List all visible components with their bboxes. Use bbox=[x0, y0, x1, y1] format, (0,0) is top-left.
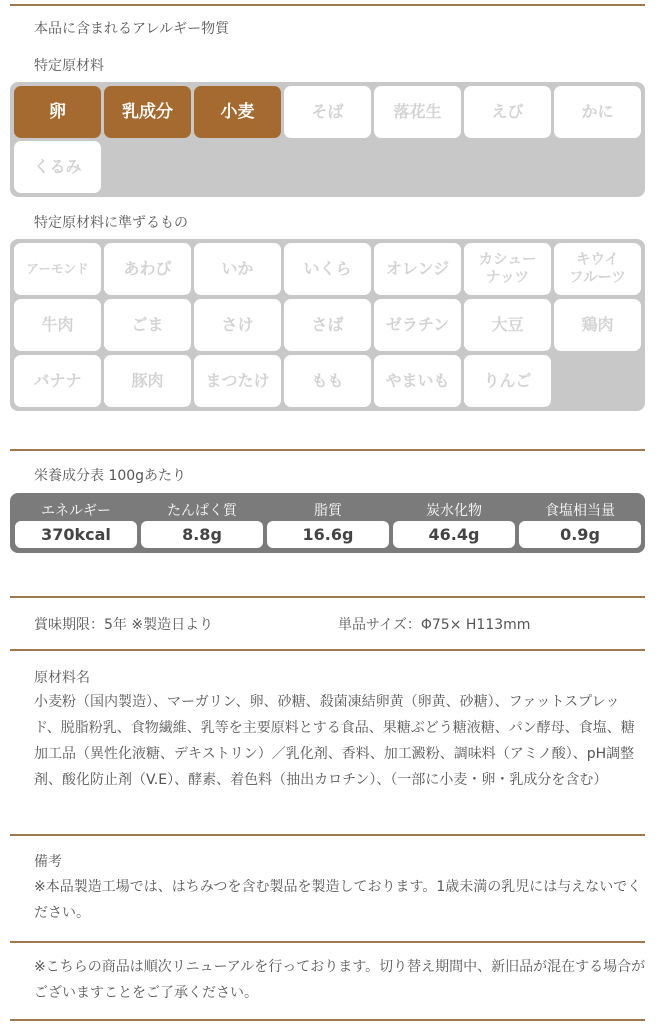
section-rule bbox=[10, 941, 645, 943]
specific-chip: くるみ bbox=[14, 141, 101, 193]
nutrition-name: エネルギー bbox=[41, 503, 111, 519]
section-rule bbox=[10, 649, 645, 651]
equiv-chip: 大豆 bbox=[464, 299, 551, 351]
specific-chip: えび bbox=[464, 86, 551, 138]
bottom-rule bbox=[10, 1019, 645, 1021]
nutrition-cell-carbs bbox=[393, 493, 515, 553]
specific-title: 特定原材料 bbox=[34, 58, 104, 74]
section-rule bbox=[10, 834, 645, 836]
specific-panel bbox=[10, 82, 645, 197]
allergen-section-title: 本品に含まれるアレルギー物質 bbox=[34, 21, 230, 37]
renewal-text: ※こちらの商品は順次リニューアルを行っております。切り替え期間中、新旧品が混在する場合がございますことをご了承ください。 bbox=[34, 959, 646, 1001]
equiv-chip: いか bbox=[194, 243, 281, 295]
equiv-chip: 鶏肉 bbox=[554, 299, 641, 351]
equiv-chip: オレンジ bbox=[374, 243, 461, 295]
equiv-chip: 豚肉 bbox=[104, 355, 191, 407]
equiv-chip: バナナ bbox=[14, 355, 101, 407]
nutrition-cell-energy bbox=[15, 493, 137, 553]
nutrition-name: 食塩相当量 bbox=[545, 503, 615, 519]
equiv-chip: アーモンド bbox=[14, 243, 101, 295]
nutrition-value: 370kcal bbox=[15, 521, 137, 548]
nutrition-name: たんぱく質 bbox=[167, 503, 237, 519]
nutrition-panel bbox=[10, 493, 645, 553]
shelf-life: 賞味期限：5年 ※製造日より bbox=[34, 617, 214, 633]
equiv-chip: 牛肉 bbox=[14, 299, 101, 351]
equiv-chip: カシュー ナッツ bbox=[464, 243, 551, 295]
equiv-chip: あわび bbox=[104, 243, 191, 295]
specific-chip: そば bbox=[284, 86, 371, 138]
section-rule bbox=[10, 596, 645, 598]
equiv-title: 特定原材料に準ずるもの bbox=[34, 215, 188, 231]
specific-chip: 乳成分 bbox=[104, 86, 191, 138]
specific-chip: 小麦 bbox=[194, 86, 281, 138]
nutrition-title: 栄養成分表 100gあたり bbox=[34, 468, 187, 484]
nutrition-name: 炭水化物 bbox=[426, 503, 482, 519]
remarks-text: ※本品製造工場では、はちみつを含む製品を製造しております。1歳未満の乳児には与えないでください。 bbox=[34, 879, 642, 921]
nutrition-cell-salt bbox=[519, 493, 641, 553]
specific-chip: 卵 bbox=[14, 86, 101, 138]
equiv-chip: やまいも bbox=[374, 355, 461, 407]
ingredients-text: 小麦粉（国内製造）、マーガリン、卵、砂糖、殺菌凍結卵黄（卵黄、砂糖）、ファットスプレッド、脱脂粉乳、食物繊維、乳等を主要原料とする食品、果糖ぶどう糖液糖、パン酵母、食塩、糖加工品（異性化液糖、デキストリン）／乳化剤、香料、加工澱粉、調味料（アミノ酸）、pH調整剤、酸化防止剤（V.E）、酵素、着色料（抽出カロチン）、（一部に小麦・卵・乳成分を含む） bbox=[34, 694, 635, 788]
equiv-panel bbox=[10, 239, 645, 411]
specific-chip: 落花生 bbox=[374, 86, 461, 138]
product-size: 単品サイズ：Φ75× H113mm bbox=[338, 617, 531, 633]
nutrition-value: 8.8g bbox=[141, 521, 263, 548]
equiv-chip: ゼラチン bbox=[374, 299, 461, 351]
nutrition-name: 脂質 bbox=[314, 503, 342, 519]
equiv-chip: りんご bbox=[464, 355, 551, 407]
nutrition-value: 0.9g bbox=[519, 521, 641, 548]
remarks-title: 備考 bbox=[34, 854, 62, 870]
equiv-chip: まつたけ bbox=[194, 355, 281, 407]
nutrition-value: 16.6g bbox=[267, 521, 389, 548]
equiv-chip: キウイ フルーツ bbox=[554, 243, 641, 295]
nutrition-cell-fat bbox=[267, 493, 389, 553]
equiv-chip: もも bbox=[284, 355, 371, 407]
top-rule bbox=[10, 4, 645, 6]
equiv-chip: ごま bbox=[104, 299, 191, 351]
equiv-chip: さけ bbox=[194, 299, 281, 351]
equiv-chip: いくら bbox=[284, 243, 371, 295]
equiv-chip: さば bbox=[284, 299, 371, 351]
ingredients-title: 原材料名 bbox=[34, 670, 90, 686]
specific-chip: かに bbox=[554, 86, 641, 138]
section-rule bbox=[10, 449, 645, 451]
nutrition-cell-protein bbox=[141, 493, 263, 553]
nutrition-value: 46.4g bbox=[393, 521, 515, 548]
